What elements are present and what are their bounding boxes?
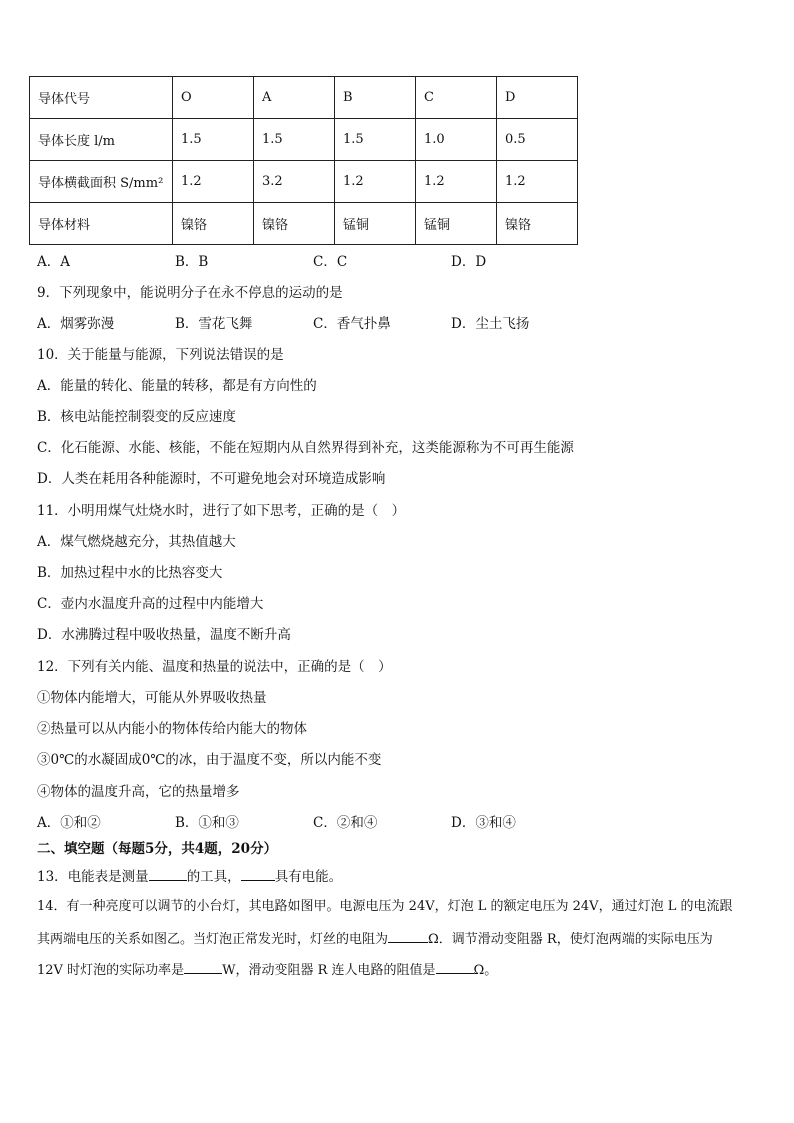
- q13-text: [37, 866, 342, 887]
- table-row: [30, 77, 578, 119]
- q14-line3-part3: Ω。: [473, 963, 498, 978]
- q14-line3-part1: 12V 时灯泡的实际功率是: [37, 963, 185, 978]
- table-cell: 0.5: [497, 119, 578, 161]
- section-title: 二、填空题（每题5分，共4题，20分）: [37, 841, 278, 857]
- table-row: [30, 161, 578, 203]
- q9-stem: 9．下列现象中，能说明分子在永不停息的运动的是: [37, 285, 343, 301]
- q10-option-b: B．核电站能控制裂变的反应速度: [37, 409, 236, 425]
- q13-part2: 的工具，: [186, 869, 241, 885]
- table-row: [30, 203, 578, 245]
- q12-statement-2: ②热量可以从内能小的物体传给内能大的物体: [37, 721, 307, 737]
- answer-blank[interactable]: [184, 959, 222, 974]
- q9-option-a: A．烟雾弥漫: [37, 316, 115, 332]
- conductor-table: [29, 76, 578, 245]
- q14-line2: [37, 928, 713, 950]
- table-cell: 1.5: [173, 119, 254, 161]
- table-cell: 锰铜: [335, 203, 416, 245]
- q10-option-a: A．能量的转化、能量的转移，都是有方向性的: [37, 378, 317, 394]
- table-row-label: 导体材料: [30, 203, 173, 245]
- q8-option-c: C．C: [313, 254, 348, 270]
- q14-line2-part1: 其两端电压的关系如图乙。当灯泡正常发光时，灯丝的电阻为: [37, 932, 389, 947]
- q8-option-a: A．A: [37, 254, 70, 270]
- q9-option-b: B．雪花飞舞: [175, 316, 253, 332]
- table-row: [30, 119, 578, 161]
- q12-option-c: C．②和④: [313, 815, 378, 831]
- q12-option-b: B．①和③: [175, 815, 239, 831]
- q11-option-d: D．水沸腾过程中吸收热量，温度不断升高: [37, 627, 291, 643]
- table-cell: A: [254, 77, 335, 119]
- q11-stem: 11．小明用煤气灶烧水时，进行了如下思考，正确的是（ ）: [37, 503, 406, 519]
- answer-blank[interactable]: [436, 959, 474, 974]
- q12-statement-1: ①物体内能增大，可能从外界吸收热量: [37, 690, 267, 706]
- q13-part3: 具有电能。: [274, 869, 343, 885]
- q10-stem: 10．关于能量与能源，下列说法错误的是: [37, 347, 284, 363]
- q8-option-d: D．D: [451, 254, 487, 270]
- q14-line1: 14．有一种亮度可以调节的小台灯，其电路如图甲。电源电压为 24V，灯泡 L 的额定电压为 24V，通过灯泡 L 的电流跟: [37, 899, 733, 914]
- q9-option-d: D．尘土飞扬: [451, 316, 530, 332]
- table-cell: O: [173, 77, 254, 119]
- q9-option-c: C．香气扑鼻: [313, 316, 391, 332]
- table-cell: 1.5: [335, 119, 416, 161]
- table-cell: 镍铬: [254, 203, 335, 245]
- q11-option-b: B．加热过程中水的比热容变大: [37, 565, 223, 581]
- table-row-label: 导体长度 l/m: [30, 119, 173, 161]
- q12-stem: 12．下列有关内能、温度和热量的说法中，正确的是（ ）: [37, 659, 392, 675]
- table-cell: B: [335, 77, 416, 119]
- table-cell: 1.0: [416, 119, 497, 161]
- table-cell: D: [497, 77, 578, 119]
- answer-blank[interactable]: [241, 866, 275, 881]
- table-cell: 镍铬: [173, 203, 254, 245]
- table-cell: 镍铬: [497, 203, 578, 245]
- q11-option-a: A．煤气燃烧越充分，其热值越大: [37, 534, 236, 550]
- table-row-label: 导体横截面积 S/mm²: [30, 161, 173, 203]
- table-cell: C: [416, 77, 497, 119]
- q12-option-a: A．①和②: [37, 815, 101, 831]
- table-cell: 锰铜: [416, 203, 497, 245]
- q10-option-c: C．化石能源、水能、核能，不能在短期内从自然界得到补充，这类能源称为不可再生能源: [37, 440, 574, 456]
- table-row-label: 导体代号: [30, 77, 173, 119]
- q11-option-c: C．壶内水温度升高的过程中内能增大: [37, 596, 264, 612]
- table-cell: 1.2: [497, 161, 578, 203]
- q12-option-d: D．③和④: [451, 815, 516, 831]
- answer-blank[interactable]: [388, 928, 428, 943]
- answer-blank[interactable]: [149, 866, 187, 881]
- q8-option-b: B．B: [175, 254, 209, 270]
- q12-statement-3: ③0℃的水凝固成0℃的冰，由于温度不变，所以内能不变: [37, 752, 382, 768]
- table-cell: 3.2: [254, 161, 335, 203]
- q10-option-d: D．人类在耗用各种能源时，不可避免地会对环境造成影响: [37, 471, 386, 487]
- q14-line3: [37, 959, 497, 981]
- q12-statement-4: ④物体的温度升高，它的热量增多: [37, 784, 240, 800]
- table-cell: 1.2: [335, 161, 416, 203]
- table-cell: 1.2: [173, 161, 254, 203]
- q13-part1: 13．电能表是测量: [37, 869, 149, 885]
- table-cell: 1.5: [254, 119, 335, 161]
- q14-line3-part2: W，滑动变阻器 R 连人电路的阻值是: [222, 963, 436, 978]
- q14-line2-part2: Ω．调节滑动变阻器 R，使灯泡两端的实际电压为: [428, 932, 713, 947]
- table-cell: 1.2: [416, 161, 497, 203]
